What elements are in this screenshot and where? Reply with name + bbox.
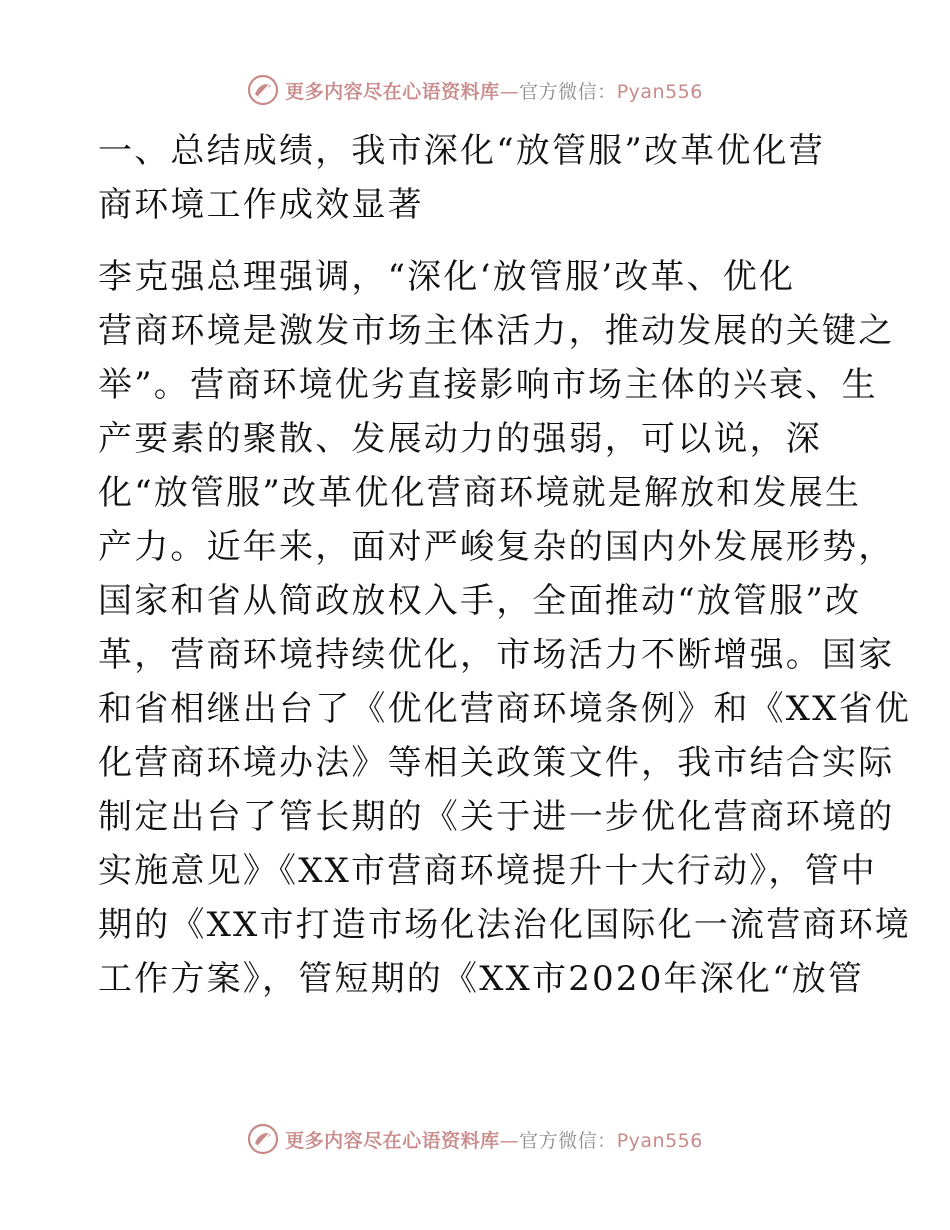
heading-line-1: 一、总结成绩，我市深化“放管服”改革优化营 (98, 131, 825, 171)
watermark-text (285, 77, 703, 104)
body-line-13: 期的《XX市打造市场化法治化国际化一流营商环境 (98, 905, 912, 945)
body-line-5: 化“放管服”改革优化营商环境就是解放和发展生 (98, 473, 862, 513)
body-line-10: 化营商环境办法》等相关政策文件，我市结合实际 (98, 743, 895, 783)
watermark-header (0, 70, 950, 110)
brand-logo-icon (247, 1123, 279, 1155)
heading-line-2: 商环境工作成效显著 (98, 185, 424, 225)
watermark-text (285, 1126, 703, 1153)
body-line-1: 李克强总理强调，“深化‘放管服’改革、优化 (98, 257, 796, 297)
watermark-label: 官方微信： (519, 1129, 617, 1152)
body-line-6: 产力。近年来，面对严峻复杂的国内外发展形势， (98, 527, 895, 567)
body-line-7: 国家和省从简政放权入手，全面推动“放管服”改 (98, 581, 862, 621)
body-line-9: 和省相继出台了《优化营商环境条例》和《XX省优 (98, 689, 912, 729)
watermark-dash: — (499, 1129, 520, 1152)
watermark-label: 官方微信： (519, 80, 617, 103)
body-line-8: 革，营商环境持续优化，市场活力不断增强。国家 (98, 635, 895, 675)
paragraph-spacer (98, 232, 868, 250)
body-line-4: 产要素的聚散、发展动力的强弱，可以说，深 (98, 419, 822, 459)
body-line-14: 工作方案》，管短期的《XX市2020年深化“放管 (98, 959, 865, 999)
body-line-12: 实施意见》《XX市营商环境提升十大行动》，管中 (98, 851, 878, 891)
watermark-id: Pyan556 (616, 80, 703, 103)
watermark-dash: — (499, 80, 520, 103)
watermark-site: 更多内容尽在心语资料库 (285, 80, 500, 103)
body-line-11: 制定出台了管长期的《关于进一步优化营商环境的 (98, 797, 895, 837)
document-body (98, 124, 912, 1006)
body-line-3: 举”。营商环境优劣直接影响市场主体的兴衰、生 (98, 365, 878, 405)
watermark-id: Pyan556 (616, 1129, 703, 1152)
watermark-footer (0, 1119, 950, 1159)
brand-logo-icon (247, 74, 279, 106)
watermark-site: 更多内容尽在心语资料库 (285, 1129, 500, 1152)
body-line-2: 营商环境是激发市场主体活力，推动发展的关键之 (98, 311, 895, 351)
